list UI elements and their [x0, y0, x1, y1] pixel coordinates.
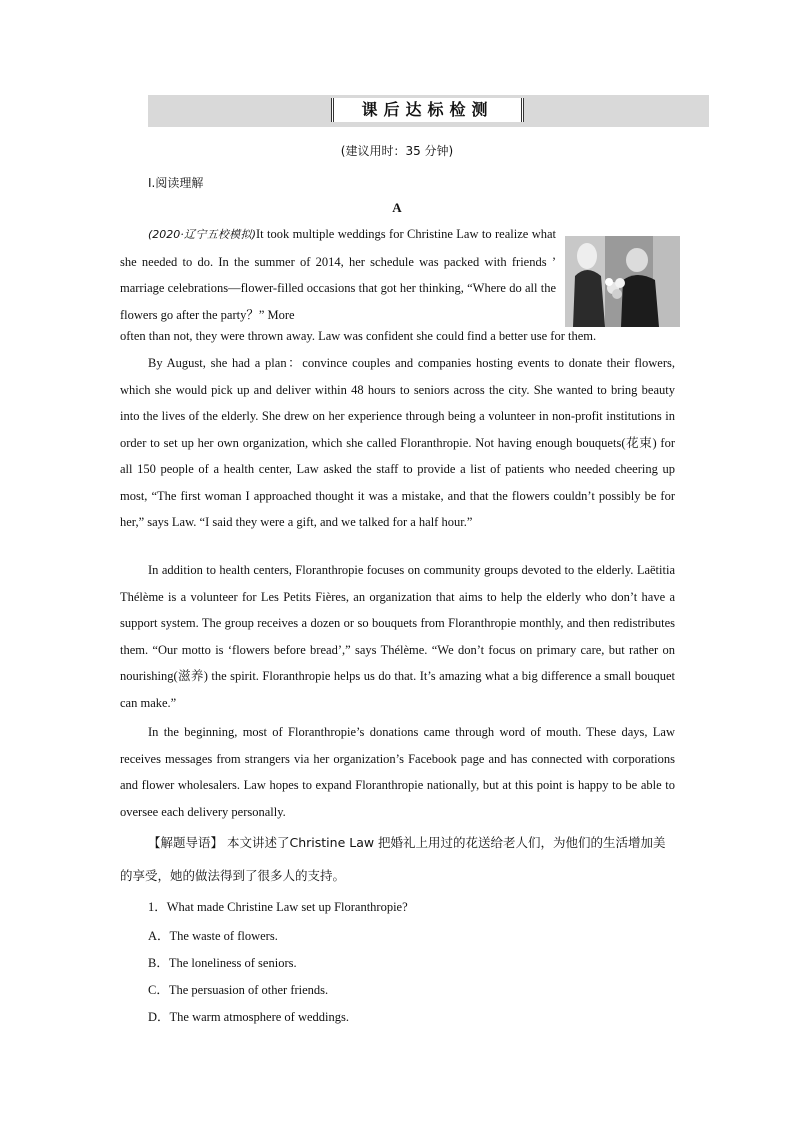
passage-letter: A [392, 200, 402, 215]
paragraph-1-text: It took multiple weddings for Christine Law to realize what she needed to do. In the summer of 2014, her schedule was packed with friends ’ marriage celebrations—flower-filled occasions that got her thinking, “Where do all the flowers go after the party？” More [120, 227, 557, 322]
paragraph-1 [120, 221, 556, 328]
banner-title: 课后达标检测 [331, 98, 524, 122]
paragraph-2: By August, she had a plan：convince couples and companies hosting events to donate their flowers, which she would pick up and deliver within 48 hours to seniors across the city. She wanted to bring beauty into the lives of the elderly. She drew on her experience through being a volunteer in non-profit institutions in order to set up her own organization, which she called Floranthropie. Not having enough bouquets(花束) for all 150 people of a health center, Law asked the staff to provide a list of patients who needed cheering up most, “The first woman I approached thought it was a mistake, and that the flowers couldn’t possibly be for her,” says Law. “I said they were a gift, and we talked for a half hour.” [120, 356, 675, 529]
time-note: (建议用时：35 分钟) [340, 144, 454, 158]
paragraph-1-tail: often than not, they were thrown away. Law was confident she could find a better use for them. [120, 329, 597, 343]
option-b[interactable]: B．The loneliness of seniors. [148, 956, 297, 970]
paragraph-3: In addition to health centers, Floranthropie focuses on community groups devoted to the elderly. Laëtitia Thélème is a volunteer for Les Petits Fières, an organization that aims to help the elderly who don’t have a support system. The group receives a dozen or so bouquets from Floranthropie monthly, and then redistributes them. “Our motto is ‘flowers before bread’,” says Thélème. “We don’t focus on primary care, but rather on nourishing(滋养) the spirit. Floranthropie helps us do that. It’s amazing what a big difference a small bouquet can make.” [120, 563, 675, 710]
guide-text: 本文讲述了Christine Law 把婚礼上用过的花送给老人们，为他们的生活增加美的享受，她的做法得到了很多人的支持。 [120, 835, 666, 883]
passage-photo [565, 236, 680, 327]
passage-source: (2020·辽宁五校模拟) [148, 228, 257, 241]
section-title: Ⅰ.阅读理解 [148, 176, 204, 190]
paragraph-4: In the beginning, most of Floranthropie’s donations came through word of mouth. These days, Law receives messages from strangers via her organization’s Facebook page and has connected with corporations and flower wholesalers. Law hopes to expand Floranthropie nationally, but at this point is happy to be able to oversee each delivery personally. [120, 725, 675, 819]
guide-label: 【解题导语】 [148, 835, 224, 850]
question-stem: 1．What made Christine Law set up Floranthropie? [148, 900, 408, 914]
option-a[interactable]: A．The waste of flowers. [148, 929, 278, 943]
header-banner [148, 95, 709, 127]
guide-paragraph [120, 826, 675, 892]
option-d[interactable]: D．The warm atmosphere of weddings. [148, 1010, 349, 1024]
option-c[interactable]: C．The persuasion of other friends. [148, 983, 329, 997]
